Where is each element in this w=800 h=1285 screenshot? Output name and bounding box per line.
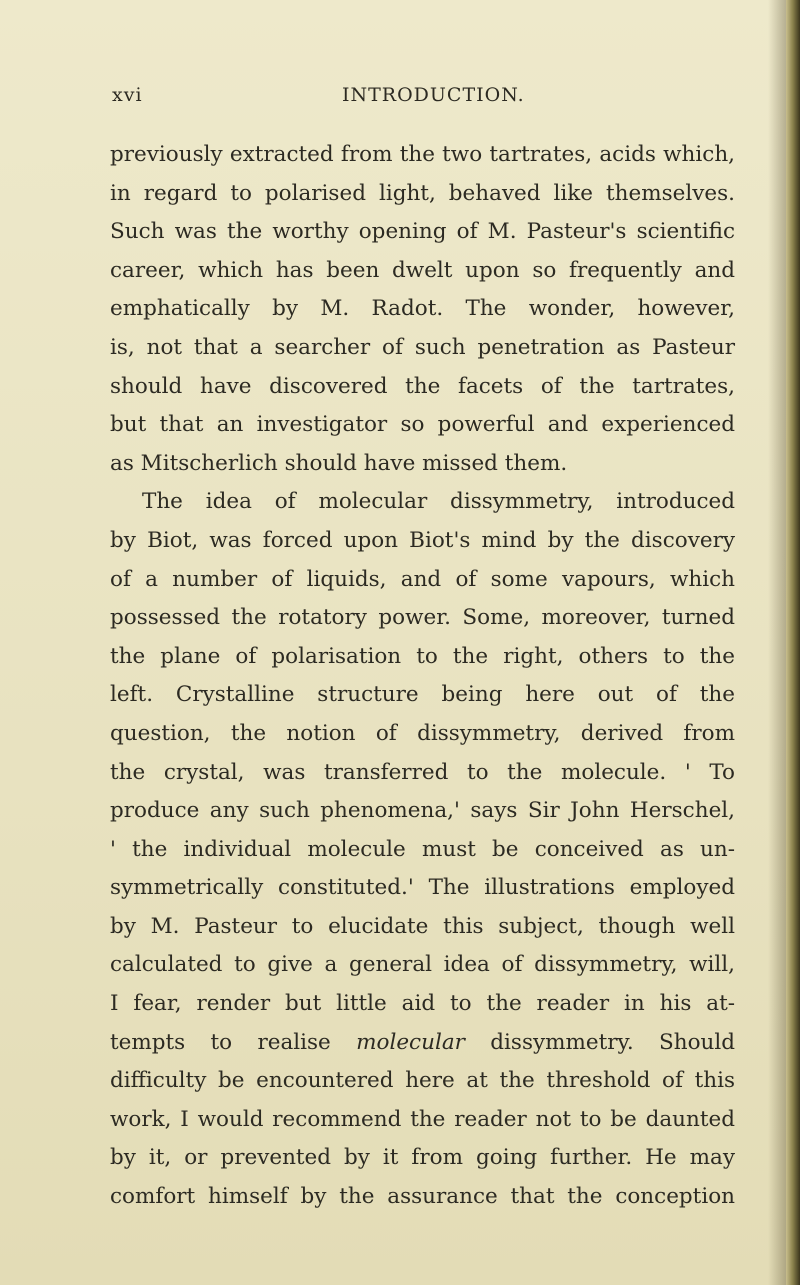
running-head bbox=[112, 84, 722, 110]
text-line: career, which has been dwelt upon so frequently and bbox=[110, 257, 735, 283]
text-line: possessed the rotatory power. Some, moreover, turned bbox=[110, 605, 735, 631]
text-line: calculated to give a general idea of dissymmetry, will, bbox=[110, 952, 735, 978]
text-line: difficulty be encountered here at the threshold of this bbox=[110, 1068, 735, 1094]
page-number: xvi bbox=[112, 84, 143, 106]
text-line: question, the notion of dissymmetry, derived from bbox=[110, 720, 735, 746]
running-title: INTRODUCTION. bbox=[342, 84, 525, 106]
text-line: the plane of polarisation to the right, others to the bbox=[110, 643, 735, 669]
text-line: previously extracted from the two tartrates, acids which, bbox=[110, 142, 735, 167]
text-line: produce any such phenomena,' says Sir John Herschel, bbox=[110, 798, 735, 824]
text-line: of a number of liquids, and of some vapours, which bbox=[110, 566, 735, 592]
text-line: should have discovered the facets of the tartrates, bbox=[110, 373, 735, 399]
text-line: by it, or prevented by it from going further. He may bbox=[110, 1145, 735, 1171]
text-line: as Mitscherlich should have missed them. bbox=[110, 450, 568, 476]
text-line: left. Crystalline structure being here out of the bbox=[110, 682, 735, 708]
text-line: is, not that a searcher of such penetration as Pasteur bbox=[110, 334, 735, 360]
text-line: The idea of molecular dissymmetry, introduced bbox=[142, 489, 735, 515]
text-line-mixed bbox=[110, 1024, 735, 1063]
text-line: I fear, render but little aid to the reader in his at- bbox=[110, 991, 735, 1017]
text-line: symmetrically constituted.' The illustrations employed bbox=[110, 875, 735, 901]
text-line: by M. Pasteur to elucidate this subject, though well bbox=[110, 913, 735, 939]
text-line: comfort himself by the assurance that the conception bbox=[110, 1184, 735, 1210]
page-edge-shadow bbox=[786, 0, 800, 1285]
text-segment: tempts to realise bbox=[110, 1029, 331, 1055]
text-line: the crystal, was transferred to the molecule. ' To bbox=[110, 759, 735, 785]
text-line: ' the individual molecule must be conceived as un- bbox=[110, 836, 735, 862]
text-line: but that an investigator so powerful and experienced bbox=[110, 412, 735, 438]
text-line: in regard to polarised light, behaved like themselves. bbox=[110, 180, 735, 206]
text-line: work, I would recommend the reader not to be daunted bbox=[110, 1106, 735, 1132]
text-line: emphatically by M. Radot. The wonder, however, bbox=[110, 296, 735, 322]
text-line: Such was the worthy opening of M. Pasteur's scientific bbox=[110, 219, 735, 245]
body-text bbox=[110, 136, 735, 1217]
italic-word: molecular bbox=[356, 1029, 465, 1055]
text-segment: dissymmetry. Should bbox=[490, 1029, 735, 1055]
text-line: by Biot, was forced upon Biot's mind by the discovery bbox=[110, 527, 735, 553]
